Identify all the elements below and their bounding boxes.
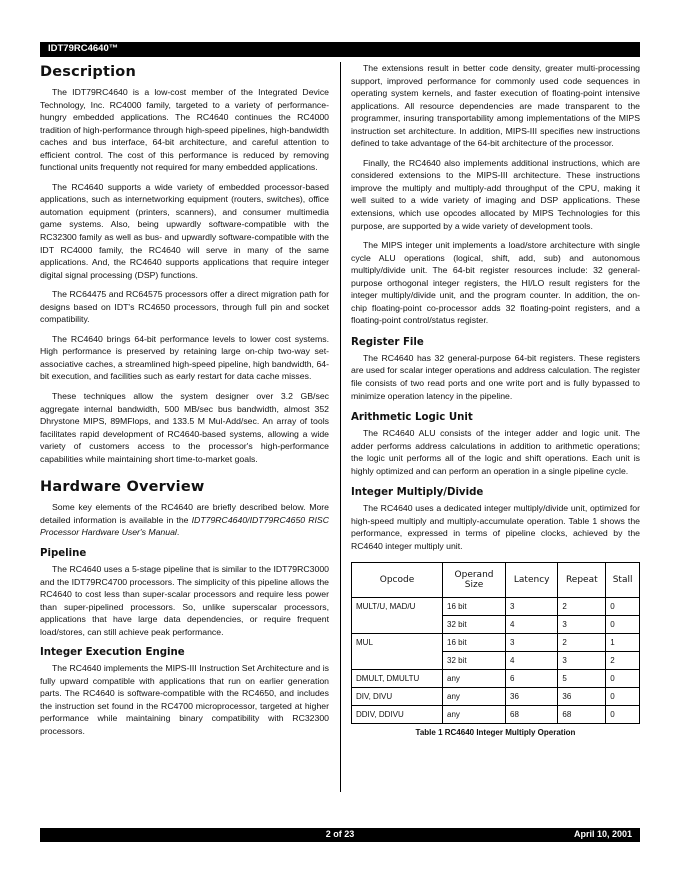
integer-execution-engine-heading: Integer Execution Engine <box>40 647 185 659</box>
description-paragraph: The IDT79RC4640 is a low-cost member of the Integrated Device Technology, Inc. RC4000 family, targeted to a variety of performance-hungry embedded applications. The RC4640 continues the RC4000 tradition of high-performance through high-speed pipelines, high-bandwidth caches and bus interface, 64-bit architecture, and careful attention to efficient control. The cost of this performance is reduced by removing functional units frequently not required for many embedded applications. <box>40 87 329 173</box>
cell-stall: 0 <box>606 705 640 723</box>
cell-latency: 3 <box>506 597 558 615</box>
col-header-stall: Stall <box>606 562 640 597</box>
cell-stall: 0 <box>606 615 640 633</box>
cell-stall: 1 <box>606 633 640 651</box>
integer-execution-engine-paragraph: The RC4640 implements the MIPS-III Instruction Set Architecture and is fully upward compatible with applications that run on earlier generation parts. The RC4640 is software-compatible with the RC4650, and includes the instruction set found in the RC4700 microprocessor, targeted at higher performance while maintaining binary compatibility with RC32300 processors. <box>40 663 329 736</box>
column-divider <box>340 62 341 792</box>
table-row <box>352 669 640 687</box>
table-header-row <box>352 562 640 597</box>
manual-reference: IDT79RC4640/IDT79RC4650 RISC Processor Hardware User's Manual <box>40 514 329 538</box>
cell-latency: 6 <box>506 669 558 687</box>
col-header-operand-size: Operand Size <box>443 562 506 597</box>
cell-operand-size: 16 bit <box>443 633 506 651</box>
footer-date: April 10, 2001 <box>573 829 632 839</box>
cell-repeat: 36 <box>558 687 606 705</box>
col-header-latency: Latency <box>506 562 558 597</box>
cell-opcode: DIV, DIVU <box>352 687 443 705</box>
hardware-overview-heading: Hardware Overview <box>40 479 205 496</box>
cell-repeat: 2 <box>558 597 606 615</box>
body-paragraph: The MIPS integer unit implements a load/store architecture with single cycle ALU operations (logical, shift, add, sub) and autonomous multiply/divide unit. The 64-bit register resources include: 32 general-purpose orthogonal integer registers, the HI/LO result registers for the integer multiply/divide unit, and the program counter. In addition, the on-chip floating-point co-processor adds 32 floating-point registers, and a floating-point control/status register. <box>351 240 640 326</box>
col-header-repeat: Repeat <box>558 562 606 597</box>
register-file-heading: Register File <box>351 336 424 348</box>
cell-opcode: MUL <box>352 633 443 651</box>
cell-operand-size: 16 bit <box>443 597 506 615</box>
table-row <box>352 597 640 615</box>
cell-latency: 36 <box>506 687 558 705</box>
header-bar <box>40 42 640 57</box>
description-paragraph: The RC64475 and RC64575 processors offer a direct migration path for designs based on IDT's RC4650 processors, through full pin and socket compatibility. <box>40 289 329 325</box>
cell-operand-size: 32 bit <box>443 615 506 633</box>
cell-operand-size: any <box>443 705 506 723</box>
cell-repeat: 5 <box>558 669 606 687</box>
cell-opcode <box>352 651 443 669</box>
table-caption: Table 1 RC4640 Integer Multiply Operation <box>415 727 576 737</box>
alu-heading: Arithmetic Logic Unit <box>351 412 473 424</box>
body-paragraph: The extensions result in better code density, greater multi-processing support, improved performance for commonly used code sequences in operating system kernels, and faster execution of floating-point intensive applications. All resource dependencies are made transparent to the programmer, insuring transportability among implementations of the MIPS instruction set architecture. In addition, MIPS-III specifies new instructions defined to take advantage of the 64-bit architecture of the processor. <box>351 63 640 149</box>
right-column <box>351 62 640 737</box>
cell-opcode <box>352 615 443 633</box>
multiply-operation-table <box>351 562 640 724</box>
cell-stall: 2 <box>606 651 640 669</box>
cell-stall: 0 <box>606 597 640 615</box>
page-number: 2 of 23 <box>325 829 355 839</box>
table-row <box>352 705 640 723</box>
cell-operand-size: any <box>443 669 506 687</box>
cell-stall: 0 <box>606 687 640 705</box>
header-title: IDT79RC4640™ <box>48 43 119 54</box>
cell-operand-size: any <box>443 687 506 705</box>
integer-multiply-divide-paragraph: The RC4640 uses a dedicated integer multiply/divide unit, optimized for high-speed multiply and multiply-accumulate operation. Table 1 shows the performance, expressed in terms of pipeline clocks, achieved by the RC4640 integer multiply unit. <box>351 503 640 551</box>
description-paragraph: The RC4640 brings 64-bit performance levels to lower cost systems. High performance is preserved by retaining large on-chip two-way set-associative caches, a streamlined high-speed pipeline, high bandwidth, 64-bit execution, and facilities such as early restart for data cache misses. <box>40 333 329 382</box>
cell-latency: 4 <box>506 615 558 633</box>
description-heading: Description <box>40 64 136 80</box>
table-row <box>352 633 640 651</box>
description-paragraph: The RC4640 supports a wide variety of embedded processor-based applications, such as internetworking equipment (routers, switches), office automation equipment (printers, scanners), and consumer multimedia game systems. Also, being upwardly software-compatible with the RC32300 family as well as bus- and upwardly software-compatible with the IDT RC4000 family, the RC4640 will serve in many of the same applications. And, the RC4640 supports applications that require integer digital signal processing (DSP) functions. <box>40 181 329 280</box>
table-row <box>352 651 640 669</box>
cell-repeat: 3 <box>558 651 606 669</box>
cell-latency: 68 <box>506 705 558 723</box>
cell-stall: 0 <box>606 669 640 687</box>
cell-latency: 3 <box>506 633 558 651</box>
cell-opcode: DMULT, DMULTU <box>352 669 443 687</box>
body-paragraph: Finally, the RC4640 also implements additional instructions, which are considered extensions to the MIPS-III architecture. These instructions improve the multiply and multiply-add throughput of the CPU, making it well suited to a wide variety of imaging and DSP applications. These extensions, which use opcodes allocated by MIPS Technologies for this purpose, are supported by a wide variety of development tools. <box>351 157 640 231</box>
pipeline-paragraph: The RC4640 uses a 5-stage pipeline that is similar to the IDT79RC3000 and the IDT79RC4700 processors. The simplicity of this pipeline allows the RC4640 to cost less than super-scalar processors and require less power than super-pipelined processors. So, unlike superscalar processors, applications that have large data dependencies, or require frequent load/stores, can still achieve peak performance. <box>40 563 329 637</box>
cell-opcode: DDIV, DDIVU <box>352 705 443 723</box>
cell-latency: 4 <box>506 651 558 669</box>
table-row <box>352 615 640 633</box>
cell-repeat: 3 <box>558 615 606 633</box>
left-column <box>40 62 329 745</box>
cell-repeat: 68 <box>558 705 606 723</box>
description-paragraph: These techniques allow the system designer over 3.2 GB/sec aggregate internal bandwidth, 500 MB/sec bus bandwidth, almost 352 Dhrystone MIPS, 89MFlops, and 133.5 M Mul-Add/sec. An array of tools facilitates rapid development of RC4640-based systems, allowing a wide variety of customers access to the processor's high-performance capabilities while maintaining short time-to-market goals. <box>40 391 329 464</box>
hardware-overview-paragraph: Some key elements of the RC4640 are briefly described below. More detailed information is available in the IDT79RC4640/IDT79RC4650 RISC Processor Hardware User's Manual. <box>40 502 329 538</box>
cell-operand-size: 32 bit <box>443 651 506 669</box>
table-row <box>352 687 640 705</box>
cell-repeat: 2 <box>558 633 606 651</box>
footer-bar <box>40 828 640 842</box>
integer-multiply-divide-heading: Integer Multiply/Divide <box>351 487 484 499</box>
col-header-opcode: Opcode <box>352 562 443 597</box>
cell-opcode: MULT/U, MAD/U <box>352 597 443 615</box>
pipeline-heading: Pipeline <box>40 547 87 559</box>
alu-paragraph: The RC4640 ALU consists of the integer adder and logic unit. The adder performs address calculations in addition to arithmetic operations; the logic unit performs all of the logic and shift operations. Each unit is highly optimized and can perform an operation in a single pipeline cycle. <box>351 428 640 476</box>
register-file-paragraph: The RC4640 has 32 general-purpose 64-bit registers. These registers are used for scalar integer operations and address calculation. The register file consists of two read ports and one write port and is fully bypassed to minimize operation latency in the pipeline. <box>351 352 640 401</box>
